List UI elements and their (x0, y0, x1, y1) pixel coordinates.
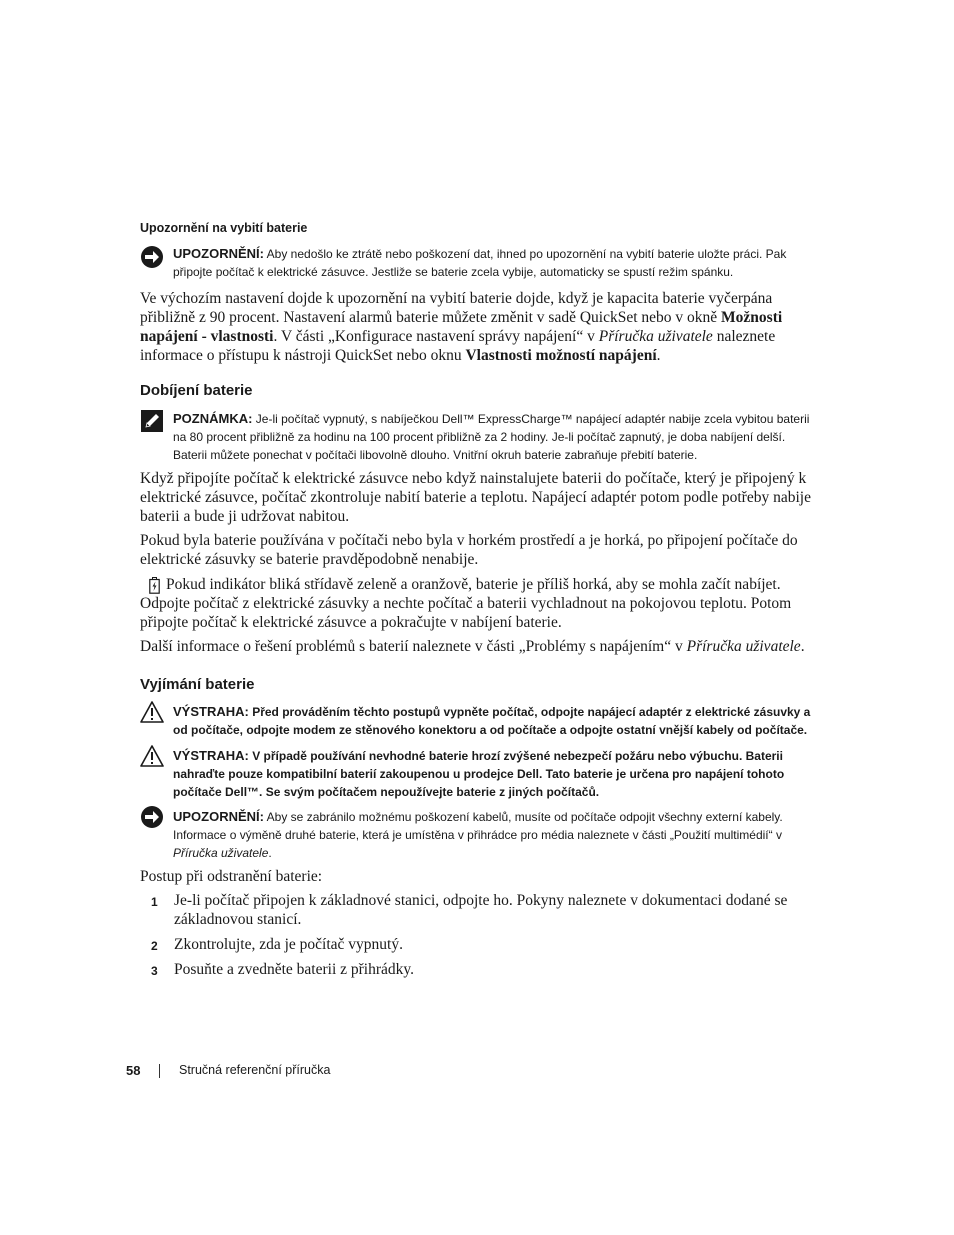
text-run: naleznete informace o přístupu k nástroji QuickSet nebo oknu (140, 328, 776, 364)
notice-arrow-icon (140, 245, 164, 269)
page-number: 58 (126, 1063, 141, 1078)
notice-block-2 (173, 808, 818, 862)
procedure-intro: Postup při odstranění baterie: (140, 868, 323, 885)
paragraph-charging-2: Pokud byla baterie používána v počítači nebo byla v horkém prostředí a je horká, po připojení počítače do elektrické zásuvky se baterie pravděpodobně nenabije. (140, 532, 798, 568)
warning-block-2 (173, 747, 818, 801)
step-text: Posuňte a zvedněte baterii z přihrádky. (174, 961, 415, 978)
ui-term-power-properties: Vlastnosti možností napájení (465, 347, 657, 364)
section-heading-low-battery: Upozornění na vybití baterie (140, 221, 308, 235)
ui-term-power-options: Možnosti napájení - vlastnosti (140, 309, 783, 345)
step-number: 3 (151, 964, 158, 978)
step-number: 2 (151, 939, 158, 953)
note-block (173, 410, 818, 464)
text-run: . (800, 638, 805, 655)
text-run: . (656, 347, 661, 364)
step-number: 1 (151, 895, 158, 909)
text-run: Ve výchozím nastavení dojde k upozornění na vybití baterie dojde, když je kapacita baterie vyčerpána přibližně z 90 procent. Nastavení alarmů baterie můžete změnit v sadě QuickSet nebo v okně (140, 290, 773, 326)
text-run: . (268, 846, 272, 860)
text-run: . V části „Konfigurace nastavení správy napájení“ v (273, 328, 599, 345)
doc-title-ref: Příručka uživatele (598, 328, 713, 345)
text-run: Další informace o řešení problémů s baterií naleznete v části „Problémy s napájením“ v (140, 638, 687, 655)
warning-text: V případě používání nevhodné baterie hrozí zvýšené nebezpečí požáru nebo výbuchu. Baterii nahraďte pouze kompatibilní baterií zakoupenou u prodejce Dell. Tato baterie je určena pro napájení tohoto počítače Dell™. Se svým počítačem nepoužívejte baterie z jiných počítačů. (173, 749, 785, 799)
notice-text: Aby se zabránilo možnému poškození kabelů, musíte od počítače odpojit všechny externí kabely. Informace o výměně druhé baterie, která je umístěna v přihrádce pro média naleznete v části „Použití multimédií“ v (173, 810, 783, 842)
notice-label: UPOZORNĚNÍ: (173, 809, 264, 824)
note-pencil-icon (140, 409, 164, 433)
section-heading-charging: Dobíjení baterie (140, 382, 253, 399)
footer-title: Stručná referenční příručka (179, 1063, 331, 1077)
paragraph-low-battery (140, 289, 820, 365)
notice-label: UPOZORNĚNÍ: (173, 246, 264, 261)
step-text: Zkontrolujte, zda je počítač vypnutý. (174, 936, 403, 953)
note-text: Je-li počítač vypnutý, s nabíječkou Dell™ ExpressCharge™ napájecí adaptér nabije zcela vybitou baterii na 80 procent přibližně za hodinu na 100 procent přibližně za 2 hodiny. Je-li počítač zapnutý, je doba nabíjení delší. Baterii můžete ponechat v počítači libovolně dlouho. Vnitřní okruh baterie zabraňuje přebití baterie. (173, 412, 810, 462)
warning-triangle-icon (140, 700, 164, 724)
notice-arrow-icon (140, 805, 164, 829)
warning-label: VÝSTRAHA: (173, 748, 249, 763)
doc-title-ref: Příručka uživatele (173, 846, 269, 860)
notice-text: Aby nedošlo ke ztrátě nebo poškození dat, ihned po upozornění na vybití baterie uložte práci. Pak připojte počítač k elektrické zásuvce. Jestliže se baterie zcela vybije, automaticky se spustí režim spánku. (173, 247, 787, 279)
footer-divider (159, 1064, 160, 1078)
step-text: Je-li počítač připojen k základnové stanici, odpojte ho. Pokyny naleznete v dokumentaci dodané se základnovou stanicí. (174, 892, 788, 928)
notice-block-1 (173, 245, 818, 281)
warning-text: Před prováděním těchto postupů vypněte počítač, odpojte napájecí adaptér z elektrické zásuvky a od počítače, odpojte modem ze stěnového konektoru a od počítače a odpojte ostatní vnější kabely od počítače. (173, 705, 811, 737)
paragraph-charging-3: Pokud indikátor bliká střídavě zeleně a oranžově, baterie je příliš horká, aby se mohla začít nabíjet. Odpojte počítač z elektrické zásuvky a nechte počítač a baterii vychladnout na pokojovou teplotu. Potom připojte počítač k elektrické zásuvce a pokračujte v nabíjení baterie. (140, 576, 792, 631)
note-label: POZNÁMKA: (173, 411, 253, 426)
paragraph-charging-1: Když připojíte počítač k elektrické zásuvce nebo když nainstalujete baterii do počítače, který je připojený k elektrické zásuvce, počítač zkontroluje nabití baterie a teplotu. Napájecí adaptér potom podle potřeby nabije baterii a bude ji udržovat nabitou. (140, 470, 811, 525)
doc-title-ref: Příručka uživatele (686, 638, 801, 655)
warning-block-1 (173, 703, 818, 739)
section-heading-removing: Vyjímání baterie (140, 676, 255, 693)
paragraph-charging-4 (140, 637, 820, 656)
warning-triangle-icon (140, 744, 164, 768)
warning-label: VÝSTRAHA: (173, 704, 249, 719)
